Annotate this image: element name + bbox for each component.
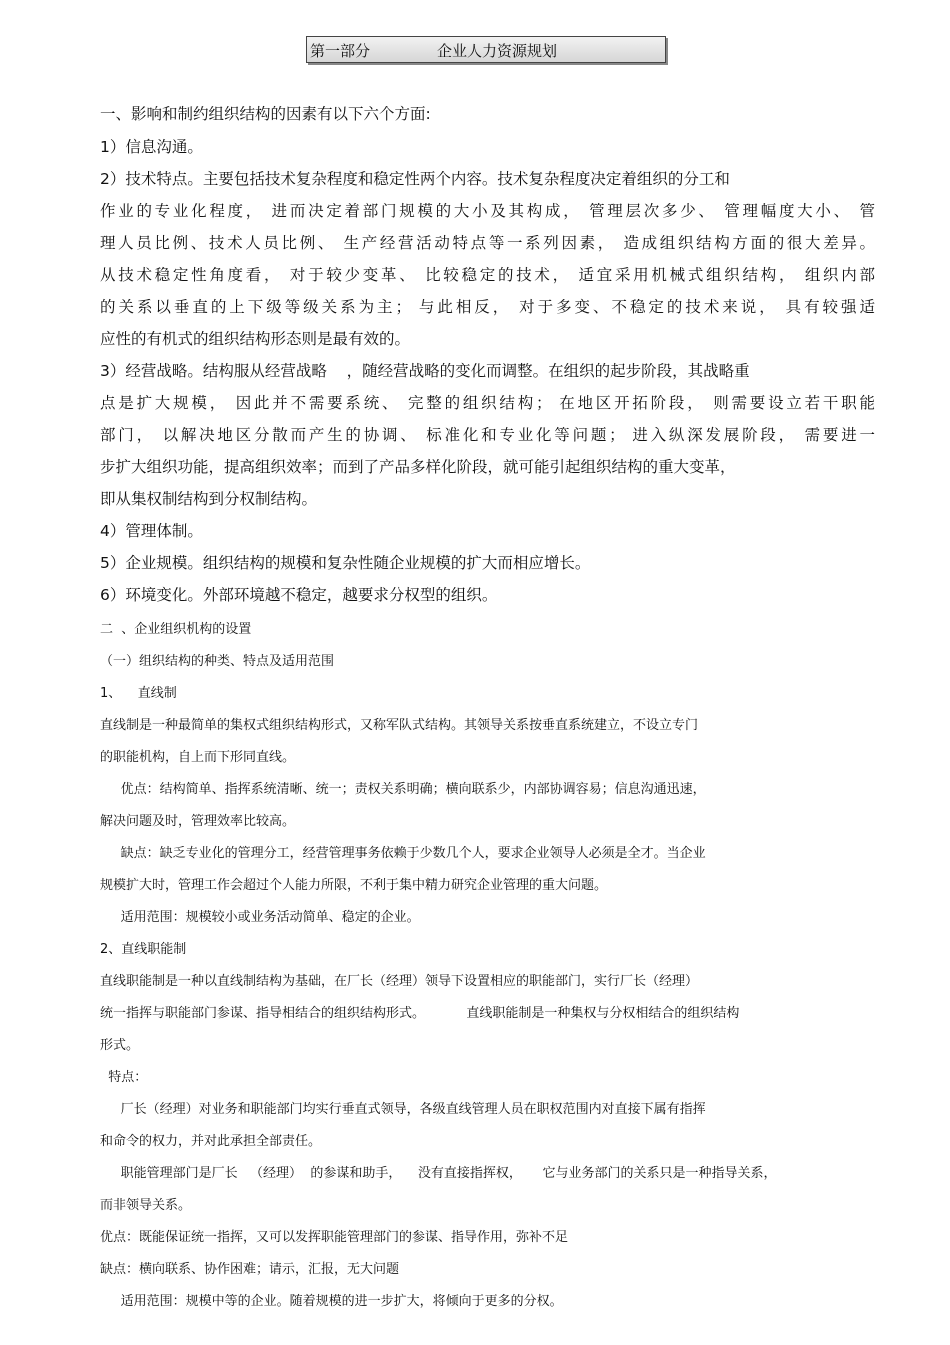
paragraph-line: 直线制是一种最简单的集权式组织结构形式，又称军队式结构。其领导关系按垂直系统建立，不设立专门 (100, 718, 699, 733)
subsection-heading: （一）组织结构的种类、特点及适用范围 (100, 654, 335, 669)
paragraph-line: 解决问题及时，管理效率比较高。 (100, 814, 296, 829)
paragraph-line: 适用范围：规模较小或业务活动简单、稳定的企业。 (100, 910, 420, 925)
paragraph-line: 和命令的权力，并对此承担全部责任。 (100, 1134, 322, 1149)
list-item: 5）企业规模。组织结构的规模和复杂性随企业规模的扩大而相应增长。 (100, 554, 591, 572)
paragraph-line: 优点：既能保证统一指挥，又可以发挥职能管理部门的参谋、指导作用，弥补不足 (100, 1230, 569, 1245)
paragraph-line: 作业的专业化程度， 进而决定着部门规模的大小及其构成， 管理层次多少、 管理幅度大小、 管 (100, 202, 875, 220)
part-title: 企业人力资源规划 (437, 42, 558, 60)
paragraph-line: 规模扩大时，管理工作会超过个人能力所限，不利于集中精力研究企业管理的重大问题。 (100, 878, 608, 893)
document-header (306, 36, 666, 63)
paragraph-line: 部门， 以解决地区分散而产生的协调、 标准化和专业化等问题； 进入纵深发展阶段， 需要进一 (100, 426, 875, 444)
paragraph-line: 点是扩大规模， 因此并不需要系统、 完整的组织结构； 在地区开拓阶段， 则需要设立若干职能 (100, 394, 875, 412)
paragraph-line: 即从集权制结构到分权制结构。 (100, 490, 318, 508)
paragraph-line: 统一指挥与职能部门参谋、指导相结合的组织结构形式。 直线职能制是一种集权与分权相结合的组织结构 (100, 1006, 740, 1021)
paragraph-line: 2）技术特点。主要包括技术复杂程度和稳定性两个内容。技术复杂程度决定着组织的分工和 (100, 170, 730, 188)
list-item: 6）环境变化。外部环境越不稳定，越要求分权型的组织。 (100, 586, 498, 604)
paragraph-line: 的职能机构，自上而下形同直线。 (100, 750, 296, 765)
paragraph-line: 缺点：横向联系、协作困难；请示，汇报，无大问题 (100, 1262, 400, 1277)
paragraph-line: 步扩大组织功能，提高组织效率；而到了产品多样化阶段，就可能引起组织结构的重大变革， (100, 458, 736, 476)
paragraph-line: 的关系以垂直的上下级等级关系为主； 与此相反， 对于多变、不稳定的技术来说， 具有较强适 (100, 298, 875, 316)
paragraph-line: 应性的有机式的组织结构形态则是最有效的。 (100, 330, 411, 348)
paragraph-line: 职能管理部门是厂长 （经理） 的参谋和助手， 没有直接指挥权， 它与业务部门的关系只是一种指导关系， (100, 1166, 777, 1181)
paragraph-line: 形式。 (100, 1038, 140, 1053)
paragraph-line: 直线职能制是一种以直线制结构为基础，在厂长（经理）领导下设置相应的职能部门，实行厂长（经理） (100, 974, 699, 989)
list-item: 4）管理体制。 (100, 522, 203, 540)
item-heading: 2、直线职能制 (100, 942, 187, 957)
paragraph-line: 3）经营战略。结构服从经营战略 ，随经营战略的变化而调整。在组织的起步阶段，其战略重 (100, 362, 750, 380)
paragraph-line: 优点：结构简单、指挥系统清晰、统一；责权关系明确；横向联系少，内部协调容易；信息沟通迅速， (100, 782, 706, 797)
item-heading: 1、 直线制 (100, 686, 177, 701)
paragraph-line: 适用范围：规模中等的企业。随着规模的进一步扩大，将倾向于更多的分权。 (100, 1294, 563, 1309)
section-heading: 二 、企业组织机构的设置 (100, 622, 252, 637)
section-heading: 一、影响和制约组织结构的因素有以下六个方面: (100, 105, 431, 123)
paragraph-line: 厂长（经理）对业务和职能部门均实行垂直式领导，各级直线管理人员在职权范围内对直接下属有指挥 (100, 1102, 706, 1117)
paragraph-line: 而非领导关系。 (100, 1198, 192, 1213)
paragraph-line: 缺点：缺乏专业化的管理分工，经营管理事务依赖于少数几个人，要求企业领导人必须是全才。当企业 (100, 846, 706, 861)
paragraph-line: 理人员比例、技术人员比例、 生产经营活动特点等一系列因素， 造成组织结构方面的很大差异。 (100, 234, 875, 252)
list-item: 1）信息沟通。 (100, 138, 203, 156)
part-label: 第一部分 (310, 42, 371, 60)
paragraph-line: 从技术稳定性角度看， 对于较少变革、 比较稳定的技术， 适宜采用机械式组织结构， 组织内部 (100, 266, 875, 284)
paragraph-line: 特点： (100, 1070, 148, 1085)
